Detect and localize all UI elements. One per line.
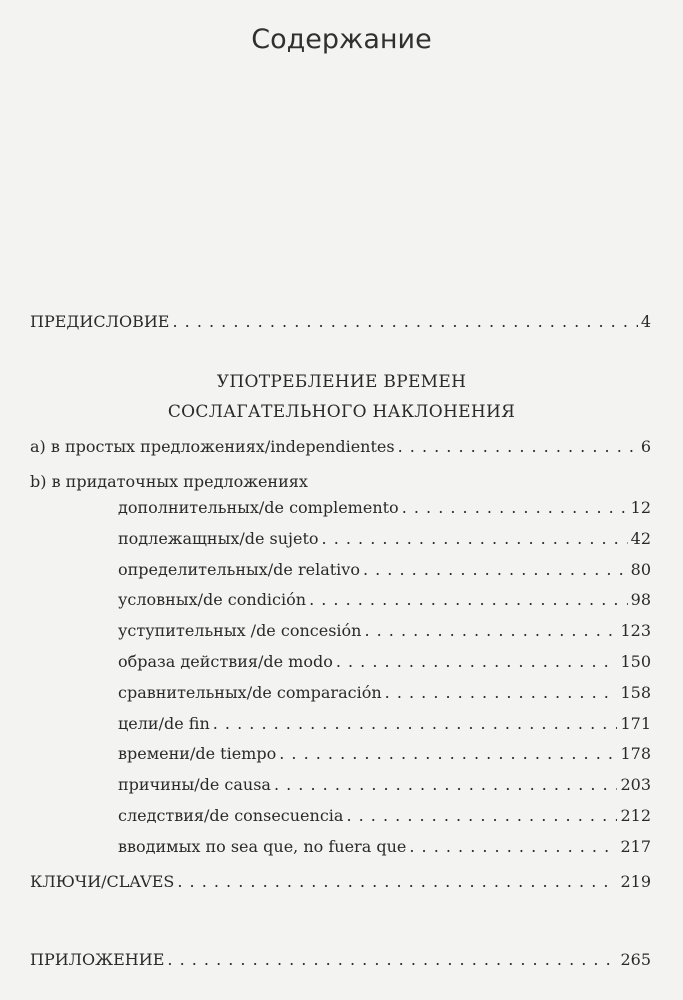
toc-subentry — [118, 806, 651, 825]
entry-page: 203 — [620, 775, 651, 795]
entry-page: 80 — [630, 559, 651, 579]
entry-label: причины/de causa — [118, 775, 271, 795]
section-heading-line-2: СОСЛАГАТЕЛЬНОГО НАКЛОНЕНИЯ — [167, 402, 516, 422]
dot-leader — [336, 652, 618, 671]
entry-label: следствия/de consecuencia — [118, 806, 344, 825]
toc-entry-a — [30, 437, 651, 456]
entry-page: 4 — [640, 312, 651, 331]
entry-label: сравнительных/de comparación — [118, 682, 382, 702]
entry-label: дополнительных/de complemento — [118, 498, 399, 517]
entry-page: 6 — [640, 437, 651, 456]
entry-label: подлежащных/de sujeto — [118, 528, 319, 548]
dot-leader — [364, 621, 617, 640]
toc-subentry — [118, 621, 651, 640]
entry-label: КЛЮЧИ/CLAVES — [30, 872, 175, 891]
entry-page: 158 — [620, 682, 651, 702]
toc-subentry — [118, 529, 651, 548]
toc-subentry — [118, 837, 651, 856]
dot-leader — [279, 744, 617, 763]
page-title: Содержание — [251, 24, 432, 55]
toc-entry-keys — [30, 872, 651, 891]
entry-page: 12 — [630, 498, 651, 517]
dot-leader — [177, 872, 617, 891]
dot-leader — [363, 560, 628, 579]
dot-leader — [398, 437, 638, 456]
toc-entry-b: b) в придаточных предложениях — [30, 472, 308, 491]
entry-page: 217 — [620, 836, 651, 856]
entry-page: 219 — [620, 872, 651, 891]
toc-subentry — [118, 498, 651, 517]
dot-leader — [402, 498, 628, 517]
toc-subentry — [118, 683, 651, 702]
toc-subentry — [118, 560, 651, 579]
toc-subentry — [118, 744, 651, 763]
entry-label: а) в простых предложениях/independientes — [30, 437, 395, 456]
dot-leader — [385, 683, 618, 702]
entry-page: 123 — [620, 621, 651, 641]
entry-label: образа действия/de modo — [118, 652, 333, 671]
dot-leader — [409, 837, 617, 856]
entry-label: цели/de fin — [118, 713, 210, 733]
toc-subentry — [118, 652, 651, 671]
toc-entry-preface — [30, 312, 651, 331]
entry-label: ПРЕДИСЛОВИЕ — [30, 312, 170, 331]
toc-subentry — [118, 590, 651, 609]
dot-leader — [322, 529, 628, 548]
entry-page: 171 — [620, 713, 651, 733]
dot-leader — [309, 590, 628, 609]
dot-leader — [167, 950, 617, 969]
section-heading-line-1: УПОТРЕБЛЕНИЕ ВРЕМЕН — [216, 372, 467, 392]
entry-label: условных/de condición — [118, 590, 307, 610]
toc-subentry — [118, 714, 651, 733]
toc-entry-appendix — [30, 950, 651, 969]
entry-label: определительных/de relativo — [118, 559, 360, 579]
entry-label: времени/de tiempo — [118, 744, 277, 764]
dot-leader — [346, 806, 617, 825]
dot-leader — [274, 775, 618, 794]
entry-label: уступительных /de concesión — [118, 621, 362, 641]
entry-page: 265 — [620, 950, 651, 969]
entry-label: ПРИЛОЖЕНИЕ — [30, 950, 165, 969]
entry-page: 178 — [620, 744, 651, 764]
entry-page: 98 — [630, 590, 651, 610]
dot-leader — [172, 312, 637, 331]
dot-leader — [213, 714, 618, 733]
entry-page: 212 — [620, 806, 651, 825]
entry-label: вводимых по sea que, no fuera que — [118, 836, 407, 856]
toc-subentry — [118, 775, 651, 794]
entry-page: 150 — [620, 652, 651, 671]
entry-page: 42 — [630, 528, 651, 548]
